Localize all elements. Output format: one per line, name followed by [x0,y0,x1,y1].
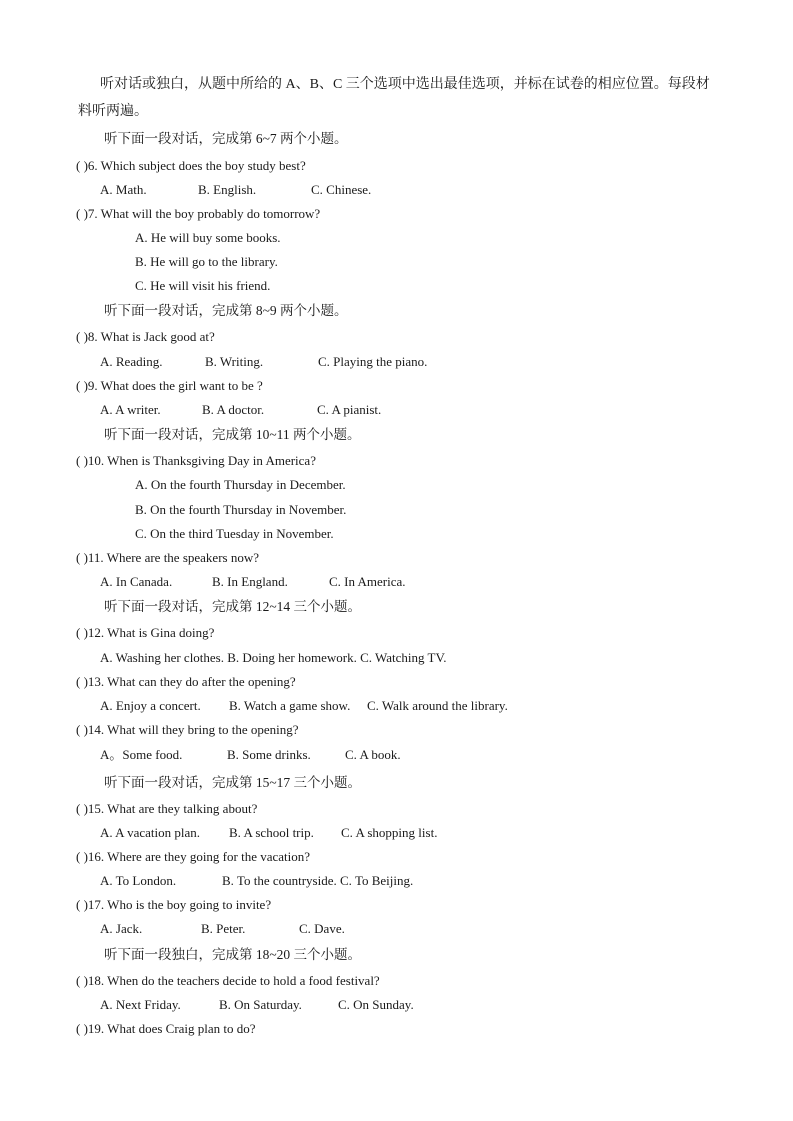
option-b: B. In England. [212,574,288,589]
question-14: ( )14. What will they bring to the opening? [76,722,299,737]
question-6-options [100,182,371,198]
section-heading: 听下面一段独白，完成第 18~20 三个小题。 [104,947,362,962]
option-c: C. In America. [329,574,406,589]
question-18: ( )18. When do the teachers decide to hold a food festival? [76,973,380,988]
question-17: ( )17. Who is the boy going to invite? [76,897,272,912]
option-a: A. To London. [100,873,177,888]
option-a: A。Some food. [100,747,183,762]
option-a: A. A vacation plan. [100,825,201,840]
section-heading: 听下面一段对话，完成第 15~17 三个小题。 [104,775,362,790]
option-b: B. Writing. [205,354,264,369]
option-c: C. A shopping list. [341,825,438,840]
question-9-options [100,402,381,418]
option-b: B. Peter. [201,921,246,936]
option-c: C. On the third Tuesday in November. [135,526,334,541]
option-c: C. Playing the piano. [318,354,428,369]
option-b: B. A school trip. [229,825,314,840]
section-heading: 听下面一段对话，完成第 8~9 两个小题。 [104,303,348,318]
option-b: B. Watch a game show. [229,698,351,713]
option-b-c: B. To the countryside. C. To Beijing. [222,873,414,888]
option-c: C. A pianist. [317,402,382,417]
question-7: ( )7. What will the boy probably do tomorrow? [76,206,321,221]
option-b: B. He will go to the library. [135,254,278,269]
question-16-options [100,873,413,889]
option-a: A. Reading. [100,354,163,369]
option-b: B. A doctor. [202,402,265,417]
section-heading: 听下面一段对话，完成第 6~7 两个小题。 [104,131,348,146]
question-14-options [100,747,401,763]
question-13-options [100,698,508,714]
option-a: A. A writer. [100,402,161,417]
option-a: A. Math. [100,182,147,197]
option-c: C. Chinese. [311,182,372,197]
question-12-options: A. Washing her clothes. B. Doing her homework. C. Watching TV. [100,650,447,665]
question-6: ( )6. Which subject does the boy study best? [76,158,306,173]
question-15-options [100,825,437,841]
question-16: ( )16. Where are they going for the vacation? [76,849,311,864]
option-a: A. He will buy some books. [135,230,281,245]
instructions-line-2: 料听两遍。 [78,104,148,119]
option-c: C. On Sunday. [338,997,414,1012]
option-c: C. A book. [345,747,401,762]
question-15: ( )15. What are they talking about? [76,801,258,816]
question-8: ( )8. What is Jack good at? [76,329,215,344]
question-13: ( )13. What can they do after the opening? [76,674,296,689]
question-12: ( )12. What is Gina doing? [76,625,215,640]
option-a: A. Jack. [100,921,143,936]
option-a: A. On the fourth Thursday in December. [135,477,346,492]
question-8-options [100,354,427,370]
question-17-options [100,921,345,937]
question-11: ( )11. Where are the speakers now? [76,550,259,565]
question-18-options [100,997,414,1013]
option-a: A. Next Friday. [100,997,181,1012]
option-c: C. Walk around the library. [367,698,508,713]
option-b: B. On the fourth Thursday in November. [135,502,347,517]
question-11-options [100,574,406,590]
instructions-line-1: 听对话或独白，从题中所给的 A、B、C 三个选项中选出最佳选项，并标在试卷的相应位置。每段材 [100,77,710,92]
option-a: A. In Canada. [100,574,173,589]
question-9: ( )9. What does the girl want to be ? [76,378,263,393]
section-heading: 听下面一段对话，完成第 12~14 三个小题。 [104,599,362,614]
option-c: C. Dave. [299,921,345,936]
question-19: ( )19. What does Craig plan to do? [76,1021,256,1036]
option-b: B. Some drinks. [227,747,311,762]
question-10: ( )10. When is Thanksgiving Day in America? [76,453,316,468]
option-c: C. He will visit his friend. [135,278,271,293]
section-heading: 听下面一段对话，完成第 10~11 两个小题。 [104,427,361,442]
option-b: B. On Saturday. [219,997,302,1012]
option-a: A. Enjoy a concert. [100,698,201,713]
option-b: B. English. [198,182,257,197]
